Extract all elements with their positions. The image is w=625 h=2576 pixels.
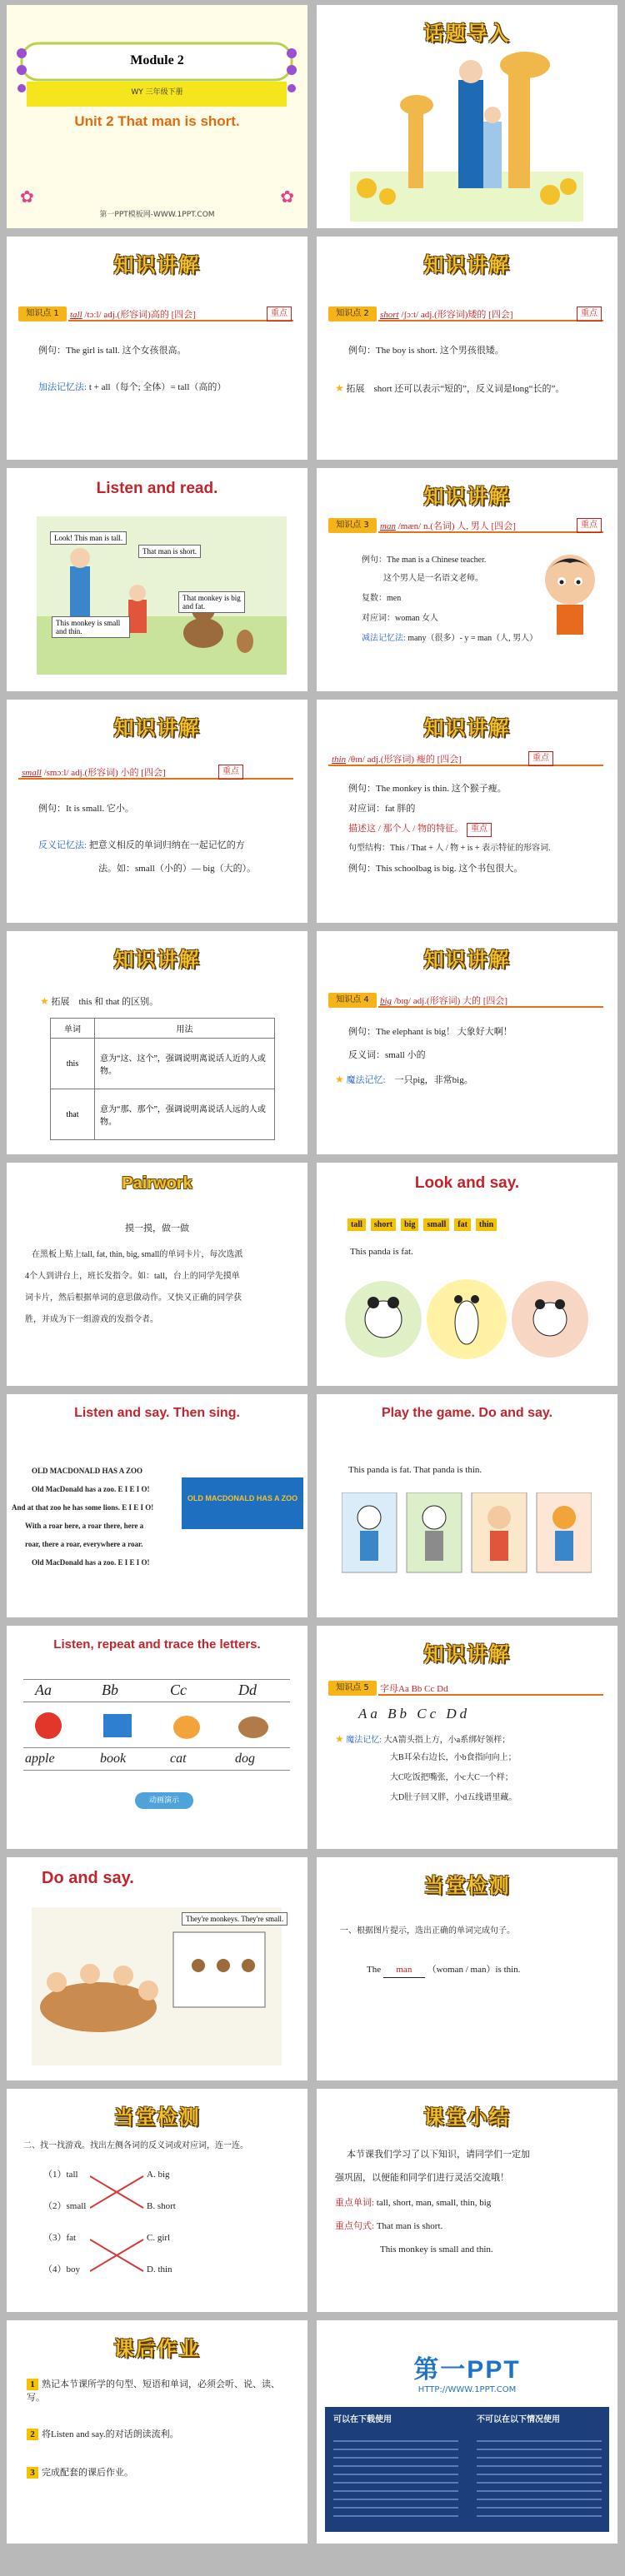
pandas-image — [342, 1269, 592, 1369]
flower-icon: ✿ — [20, 187, 34, 207]
key-badge: 重点 — [467, 823, 492, 837]
sentence-suffix: （woman / man）is thin. — [427, 1965, 521, 1975]
table-row: this 意为“这、这个”，强调说明离说话人近的人或物。 — [51, 1039, 275, 1089]
slide-title: 知识讲解 — [423, 948, 511, 971]
word-chip[interactable]: big — [401, 1218, 418, 1231]
speech-bubble: They're monkeys. They're small. — [182, 1912, 288, 1926]
word-chip[interactable]: thin — [476, 1218, 497, 1231]
song-line: OLD MACDONALD HAS A ZOO — [32, 1467, 143, 1475]
slide-title: Listen and read. — [96, 480, 218, 497]
slide-title: 课堂小结 — [423, 2105, 511, 2129]
letter-pair: Cc — [170, 1682, 187, 1698]
trace-word: apple — [25, 1751, 55, 1766]
song-line: roar, there a roar, everywhere a roar. — [25, 1540, 143, 1548]
slide-thin — [317, 700, 618, 923]
animation-demo-button[interactable]: 动画演示 — [135, 1792, 193, 1809]
match-left[interactable]: （1）tall — [43, 2170, 78, 2180]
knowledge-point-header — [18, 305, 293, 323]
match-left[interactable]: （4）boy — [43, 2265, 80, 2275]
pattern-structure: 句型结构：This / That + 人 / 物 + is + 表示特征的形容词. — [348, 844, 551, 853]
slide-homework — [7, 2320, 308, 2544]
slide-title: 知识讲解 — [113, 716, 201, 740]
memo-label: 减法记忆法: — [362, 634, 406, 643]
memo-text: 一只pig，非常big。 — [394, 1075, 473, 1085]
kp-tag: 知识点 2 — [328, 306, 377, 321]
slide-this-that — [7, 931, 308, 1154]
kp-tag: 知识点 3 — [328, 518, 377, 533]
kp-tag: 知识点 4 — [328, 993, 377, 1008]
speech-bubble: That monkey is big and fat. — [178, 591, 245, 613]
match-left[interactable]: （2）small — [43, 2201, 87, 2211]
homework-item: 1 熟记本节课所学的句型、短语和单词，必须会听、说、读、写。 — [27, 2379, 280, 2403]
memo-label: 反义记忆法: — [38, 840, 88, 850]
key-badge: 重点 — [267, 306, 292, 321]
song-line: Old MacDonald has a zoo. E I E I O! — [32, 1558, 150, 1567]
key-badge: 重点 — [577, 518, 602, 533]
match-right[interactable]: A. big — [147, 2170, 170, 2180]
knowledge-point-header — [328, 750, 603, 768]
letters-display: Aa Bb Cc Dd — [358, 1706, 471, 1721]
this-that-table — [50, 1018, 275, 1140]
key-sentence: This monkey is small and thin. — [380, 2245, 493, 2255]
kp-phonetic: /smɔːl/ adj.(形容词) 小的 [四会] — [43, 768, 166, 778]
homework-item: 3 完成配套的课后作业。 — [27, 2467, 293, 2480]
match-right[interactable]: B. short — [147, 2201, 176, 2211]
table-header: 用法 — [95, 1019, 275, 1039]
slide-summary — [317, 2089, 618, 2312]
memo-text: t + all（每个; 全体）= tall（高的） — [88, 382, 227, 392]
word-chips — [345, 1214, 499, 1231]
slide-title: 知识讲解 — [423, 1642, 511, 1666]
key-sentence: That man is short. — [376, 2221, 443, 2231]
slide-brand — [317, 2320, 618, 2544]
slide-tall — [7, 237, 308, 460]
slide-title: 知识讲解 — [113, 253, 201, 277]
match-lines — [90, 2172, 145, 2277]
slide-title: 知识讲解 — [113, 948, 201, 971]
sentences-label: 重点句式: — [335, 2221, 375, 2231]
activity-text: 4个人到讲台上，班长发指令。如：tall，台上的同学先摸单 — [25, 1272, 240, 1281]
memo-label: 魔法记忆: — [346, 1075, 386, 1085]
homework-item: 2 将Listen and say.的对话朗读流利。 — [27, 2429, 293, 2442]
word-chip[interactable]: fat — [454, 1218, 471, 1231]
giraffe-family-image — [350, 47, 583, 222]
grammar-point: 描述这 / 那个人 / 物的特征。 — [348, 824, 464, 834]
slide-title: 知识讲解 — [423, 485, 511, 508]
flower-icon: ✿ — [280, 187, 294, 207]
speech-bubble: This monkey is small and thin. — [52, 616, 130, 638]
edition-label: WY 三年级下册 — [131, 88, 183, 97]
module-title: Module 2 — [130, 53, 184, 67]
star-icon: ★ — [335, 382, 344, 394]
speech-bubble: That man is short. — [138, 545, 201, 558]
table-row: that 意为“那、那个”，强调说明离说话人远的人或物。 — [51, 1089, 275, 1140]
key-words: tall, short, man, small, thin, big — [376, 2198, 492, 2208]
kp-word: short — [380, 310, 399, 320]
word-chip[interactable]: tall — [348, 1218, 366, 1231]
slide-title: Listen and say. Then sing. — [74, 1406, 240, 1420]
kp-tag: 知识点 5 — [328, 1681, 377, 1696]
kp-phonetic: /θɪn/ adj.(形容词) 瘦的 [四会] — [348, 755, 462, 765]
match-right[interactable]: D. thin — [147, 2265, 172, 2275]
knowledge-point-header — [328, 516, 603, 535]
game-cards-image — [342, 1492, 592, 1584]
slide-topic-intro — [317, 5, 618, 228]
letter-pair: Dd — [238, 1682, 257, 1698]
key-badge: 重点 — [528, 751, 553, 766]
answer-blank[interactable]: man — [383, 1964, 425, 1978]
activity-subtitle: 摸一摸，做一做 — [125, 1223, 189, 1233]
brand-logo: 第一PPT — [413, 2356, 521, 2384]
trace-word: dog — [235, 1751, 255, 1766]
star-icon: ★ — [335, 1733, 344, 1745]
slide-play-game — [317, 1394, 618, 1617]
memo-text: 法。如：small（小的）— big（大的）。 — [98, 864, 257, 874]
slide-title: 知识讲解 — [423, 253, 511, 277]
slide-title: 当堂检测 — [113, 2105, 201, 2129]
example-translation: 这个男人是一名语文老师。 — [383, 574, 483, 583]
knowledge-point-header — [328, 1679, 603, 1697]
slide-letters-memo — [317, 1626, 618, 1849]
example-sentence: 例句：It is small. 它小。 — [38, 804, 134, 814]
brand-url[interactable]: HTTP://WWW.1PPT.COM — [418, 2385, 517, 2394]
slide-quiz-1 — [317, 1857, 618, 2080]
knowledge-point-header — [328, 991, 603, 1009]
star-icon: ★ — [40, 995, 49, 1007]
plural-form: 复数：men — [362, 594, 402, 603]
example-sentence: 例句：The monkey is thin. 这个猴子瘦。 — [348, 784, 507, 794]
classroom-image — [32, 1907, 282, 2065]
cover-banner — [15, 37, 298, 120]
slide-title: 当堂检测 — [423, 1874, 511, 1897]
slide-title: Play the game. Do and say. — [381, 1406, 553, 1420]
slide-pairwork — [7, 1163, 308, 1386]
example-sentence: 例句：The elephant is big！ 大象好大啊！ — [348, 1027, 512, 1037]
link-list — [477, 2440, 602, 2524]
slide-short — [317, 237, 618, 460]
opposite-word: 对应词：woman 女人 — [362, 614, 438, 623]
slide-man — [317, 468, 618, 691]
activity-text: 胜，并成为下一组游戏的发指令者。 — [25, 1315, 158, 1324]
sentence-prefix: The — [367, 1965, 382, 1975]
speech-bubble: Look! This man is tall. — [50, 531, 127, 545]
example-sentence: 例句：This schoolbag is big. 这个书包很大。 — [348, 864, 523, 874]
slide-title: Listen, repeat and trace the letters. — [53, 1637, 261, 1652]
memo-line: 大C吃饭把嘴张，小c大C一个样； — [390, 1773, 513, 1782]
song-banner: OLD MACDONALD HAS A ZOO — [182, 1477, 303, 1529]
kp-text: 字母Aa Bb Cc Dd — [380, 1684, 448, 1694]
summary-text: 强巩固，以便能和同学们进行灵活交流哦！ — [335, 2173, 509, 2183]
match-left[interactable]: （3）fat — [43, 2233, 77, 2243]
slide-title: 知识讲解 — [423, 716, 511, 740]
memo-line: 大B耳朵右边长，小b食指向向上； — [390, 1753, 517, 1762]
slide-title: 课后作业 — [113, 2337, 201, 2360]
word-chip[interactable]: small — [423, 1218, 449, 1231]
ext-text: this 和 that 的区别。 — [78, 997, 159, 1007]
table-header: 单词 — [51, 1019, 95, 1039]
memo-text: many（很多）- y = man（人, 男人） — [408, 634, 538, 643]
letter-pair: Bb — [102, 1682, 118, 1698]
slide-quiz-2 — [7, 2089, 308, 2312]
kp-word: small — [22, 768, 42, 778]
knowledge-point-header — [328, 305, 603, 323]
slide-title: 话题导入 — [423, 22, 511, 45]
opposite-word: 反义词：small 小的 — [348, 1050, 426, 1060]
license-allowed-heading: 可以在下载使用 — [333, 2415, 392, 2424]
cover-footer: 第一PPT模板网-WWW.1PPT.COM — [99, 211, 215, 219]
slide-title: Do and say. — [42, 1869, 134, 1887]
memo-line: 大D肚子回又胖，小d五线谱里藏。 — [390, 1793, 518, 1802]
kp-word: big — [380, 996, 392, 1006]
word-chip[interactable]: short — [371, 1218, 396, 1231]
memo-label: 魔法记忆: — [346, 1736, 382, 1745]
summary-text: 本节课我们学习了以下知识，请同学们一定加 — [347, 2150, 530, 2160]
match-right[interactable]: C. girl — [147, 2233, 171, 2243]
kp-phonetic: /ʃɔːt/ adj.(形容词)矮的 [四会] — [401, 310, 513, 320]
example-sentence: This panda is fat. — [350, 1247, 413, 1257]
kp-word: tall — [70, 310, 82, 320]
unit-title: Unit 2 That man is short. — [74, 113, 240, 129]
example-sentence: 例句：The girl is tall. 这个女孩很高。 — [38, 346, 187, 356]
knowledge-point-header — [18, 763, 293, 781]
kp-tag: 知识点 1 — [18, 306, 67, 321]
kp-word: thin — [332, 755, 347, 765]
license-panel — [325, 2407, 609, 2532]
memo-label: 加法记忆法: — [38, 382, 88, 392]
slide-small — [7, 700, 308, 923]
song-line: With a roar here, a roar there, here a — [25, 1522, 144, 1530]
memo-line: 大A箭头指上方，小a系绑好领样； — [383, 1736, 511, 1745]
question-text: 一、根据图片提示，选出正确的单词完成句子。 — [340, 1926, 515, 1936]
ext-label: 拓展 — [51, 997, 70, 1007]
slide-letters — [7, 1626, 308, 1849]
activity-text: 词卡片，然后根据单词的意思做动作。又快又正确的同学获 — [25, 1293, 242, 1303]
kp-word: man — [380, 521, 396, 531]
words-label: 重点单词: — [335, 2198, 375, 2208]
key-badge: 重点 — [577, 306, 602, 321]
slide-title: Look and say. — [414, 1174, 520, 1192]
slide-do-say — [7, 1857, 308, 2080]
trace-word: book — [100, 1751, 127, 1766]
letter-pair: Aa — [35, 1682, 52, 1698]
slide-listen-read — [7, 468, 308, 691]
link-list — [333, 2440, 458, 2524]
slide-look-say — [317, 1163, 618, 1386]
slide-big — [317, 931, 618, 1154]
license-forbidden-heading: 不可以在以下情况使用 — [477, 2415, 560, 2424]
ext-text: short 还可以表示“短的”，反义词是long“长的”。 — [373, 384, 565, 394]
trace-word: cat — [170, 1751, 187, 1766]
kp-phonetic: /tɔːl/ adj.(形容词)高的 [四会] — [84, 310, 196, 320]
memo-text: 把意义相反的单词归纳在一起记忆的方 — [88, 840, 245, 850]
kp-phonetic: /mæn/ n.(名词) 人, 男人 [四会] — [398, 521, 516, 531]
slide-listen-sing — [7, 1394, 308, 1617]
key-badge: 重点 — [218, 765, 243, 780]
example-sentence: This panda is fat. That panda is thin. — [348, 1465, 482, 1475]
song-line: And at that zoo he has some lions. E I E I O! — [12, 1503, 154, 1512]
kp-phonetic: /bɪɡ/ adj.(形容词) 大的 [四会] — [393, 996, 508, 1006]
activity-text: 在黑板上贴上tall, fat, thin, big, small的单词卡片，每次选派 — [32, 1250, 243, 1259]
slide-title: Pairwork — [122, 1174, 192, 1193]
example-sentence: 例句：The man is a Chinese teacher. — [362, 556, 487, 565]
slide-cover — [7, 5, 308, 228]
song-line: Old MacDonald has a zoo. E I E I O! — [32, 1485, 150, 1493]
word-pictures — [23, 1709, 290, 1742]
question-text: 二、找一找游戏。找出左侧各词的反义词或对应词，连一连。 — [23, 2141, 248, 2150]
star-icon: ★ — [335, 1074, 344, 1085]
ext-label: 拓展 — [346, 384, 365, 394]
opposite-word: 对应词：fat 胖的 — [348, 804, 416, 814]
example-sentence: 例句：The boy is short. 这个男孩很矮。 — [348, 346, 504, 356]
cartoon-boy-image — [537, 548, 603, 640]
